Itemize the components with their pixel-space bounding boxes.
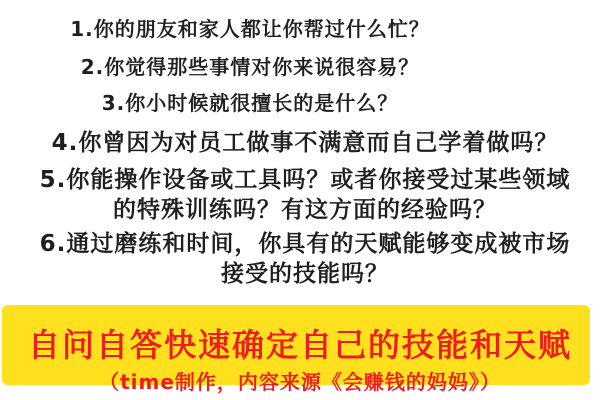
question-line-3: 3.你小时候就很擅长的是什么？ <box>101 91 399 115</box>
credit-line: （time制作，内容来源《会赚钱的妈妈》） <box>99 370 501 394</box>
question-line-4: 4.你曾因为对员工做事不满意而自己学着做吗？ <box>51 130 559 156</box>
question-line-1: 1.你的朋友和家人都让你帮过什么忙？ <box>70 17 430 41</box>
question-line-6a: 6.通过磨练和时间，你具有的天赋能够变成被市场 <box>39 231 571 257</box>
banner-title: 自问自答快速确定自己的技能和天赋 <box>27 326 572 364</box>
question-line-5b: 的特殊训练吗？有这方面的经验吗？ <box>113 197 497 223</box>
question-line-6b: 接受的技能吗？ <box>221 261 389 287</box>
question-line-5a: 5.你能操作设备或工具吗？或者你接受过某些领域 <box>39 167 571 193</box>
question-list <box>0 16 600 288</box>
question-line-2: 2.你觉得那些事情对你来说很容易？ <box>80 55 420 79</box>
